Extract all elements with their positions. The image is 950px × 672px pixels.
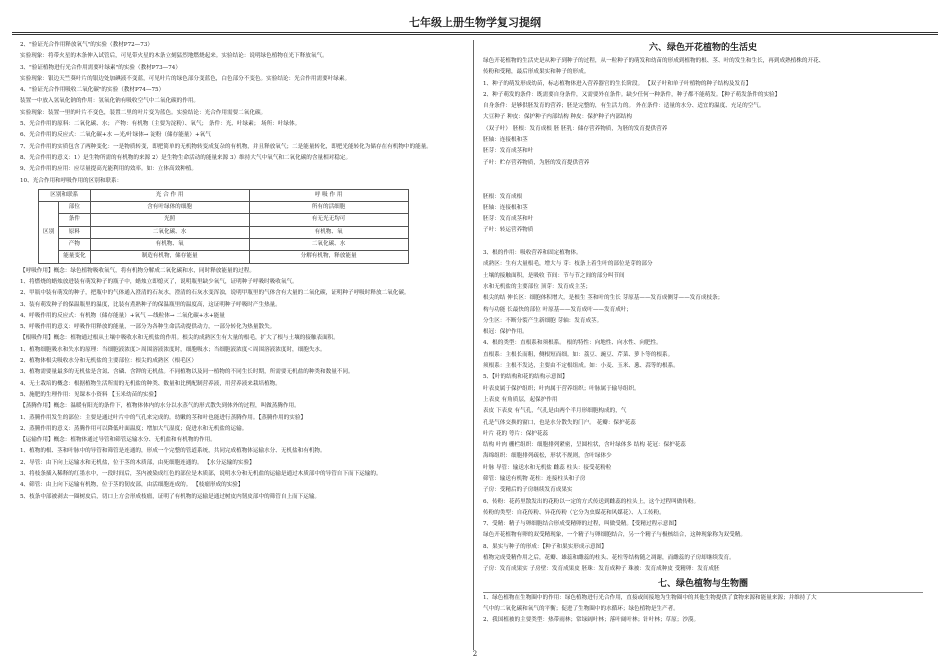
text-line: 4、呼吸作用的反应式：有机物（储存能量）+氧气 —线粒体→ 二氧化碳+水+能量: [20, 312, 225, 319]
text-line: 直根系：主根长而粗，侧根短而细。如：荔豆、豌豆、芹菜、萝卜等的根系。: [483, 351, 674, 358]
text-line: 【运输作用】概念：植物体通过导管和筛管运输水分、无机盐和有机物的作用。: [20, 437, 216, 444]
text-line: 土壤的接触面积，是吸收 节间：节与节之间的部分叫节间: [483, 272, 625, 279]
section-7-title: 七、绿色植物与生物圈: [483, 576, 923, 593]
table-cell: 二氧化碳、水: [249, 239, 408, 251]
text-line: 传粉和受精，最后形成果实和种子的形成。: [483, 69, 590, 76]
text-line: 3、植物需要量最多的无机盐是含氮、含磷、含钾的无机盐。不同植物以及同一植物的不同生长时期，所需要无机盐的种类和数量不同。: [20, 369, 354, 376]
page-number: 2: [472, 650, 478, 658]
table-cell: 原料: [59, 226, 90, 238]
text-line: 胚轴：连接根和茎: [483, 204, 528, 211]
text-line: 【呼吸作用】概念：绿色植物吸收氧气，将有机物分解成二氧化碳和水，同时释放能量的过程。: [20, 267, 255, 274]
text-line: 绿色开花植物有卵的双受精现象，一个精子与卵细胞结合，另一个精子与极核结合，这种现象称为双受精。: [483, 532, 746, 539]
text-line: 5、【叶的结构和花的结构示意图】: [483, 374, 568, 381]
table-row: [39, 226, 409, 238]
text-line: 成熟区：生有大量根毛，增大与 芽：枝条上着生叶的部位是芽的部分: [483, 261, 653, 268]
text-line: 8、果实与种子的形成：【种子和果实形成示意图】: [483, 543, 607, 550]
text-line: 绿色开花植物的生活史是从种子到种子的过程，从一粒种子的萌发和幼苗的形成到植物的根、茎、叶的发生和生长，再到成熟植株的开花、: [483, 58, 825, 64]
text-line: 子房：发育成果实 子房壁：发育成果皮 胚珠：发育成种子 珠被：发育成种皮 受精卵：发育成胚: [483, 566, 720, 573]
text-line: 叶脉 导管：输送水和无机盐 雌蕊 柱头：接受花粉粒: [483, 464, 612, 471]
text-line: 5、光合作用的原料：二氧化碳、水； 产物：有机物（主要为淀粉）、氧气； 条件：光、叶绿素； 场所：叶绿体。: [20, 121, 301, 128]
left-column: [20, 40, 465, 503]
table-cell: 制造有机物，储存能量: [90, 251, 249, 263]
text-line: 5、呼吸作用的意义：呼吸作用释放的能量，一部分为各种生命活动提供动力，一部分转化为热量散失。: [20, 324, 276, 331]
text-line: 子叶：转运营养物质: [483, 227, 534, 234]
right-section-6-lines: [483, 56, 923, 576]
left-top-lines: [20, 40, 465, 187]
text-line: 水和无机盐的主要部位 顶芽：发育成主茎；: [483, 283, 592, 290]
text-line: 1、种子的萌发形成幼苗，标志植物体进入营养器官的生长阶段。 【双子叶和单子叶植物的种子结构及发育】: [483, 80, 752, 87]
text-line: 1、植物细胞吸水和失水的原理：当细胞液浓度＞周围溶液浓度时，细胞吸水；当细胞液浓度＜周围溶液浓度时，细胞失水。: [20, 346, 326, 353]
text-line: 叶表皮属于保护组织；叶肉属于营养组织；叶脉属于输导组织。: [483, 385, 640, 392]
table-row: [39, 251, 409, 263]
table-cell: 所有的活细胞: [249, 202, 408, 214]
table-cell: 有机物、氧: [90, 239, 249, 251]
text-line: 子房：受精后的子房继续发育成果实: [483, 487, 573, 494]
text-line: 10、光合作用和呼吸作用的区别和联系：: [20, 177, 123, 184]
table-group-label: 区别: [39, 202, 59, 263]
page-title: 七年级上册生物学复习提纲: [409, 16, 541, 29]
text-line: 传粉的类型：自花传粉、异花传粉（它分为虫媒花和风媒花）、人工传粉。: [483, 509, 665, 516]
text-line: 胚根：发育成根: [483, 193, 523, 200]
text-line: 植物完成受精作用之后，花瓣、雄蕊和雌蕊的柱头、花柱等结构随之凋谢，而雌蕊的子房却继续发育。: [483, 555, 735, 562]
table-cell: 含有叶绿体的细胞: [90, 202, 249, 214]
table-cell: 有机物、氧: [249, 226, 408, 238]
brace-mark: [0, 348, 1, 364]
table-row: [39, 214, 409, 226]
text-line: 分生区：不断分裂产生新细胞 芽轴：发育成茎。: [483, 317, 603, 324]
text-line: 8、光合作用的意义：1）是生物所需的有机物的来源 2）是生物生命活动的能量来源 3）维持大气中氧气和二氧化碳的含量相对稳定。: [20, 154, 352, 161]
text-line: [483, 169, 923, 180]
title-rule-double: [12, 34, 938, 35]
text-line: 2、导管：由下向上运输水和无机盐，位于茎的木质部，由死细胞连通的。 【水分运输的实验】: [20, 459, 255, 466]
table-cell: 分解有机物，释放能量: [249, 251, 408, 263]
text-line: 表皮 下表皮 有气孔，气孔是由两个半月形细胞构成的，气: [483, 408, 627, 415]
text-line: 7、受精：精子与卵细胞结合形成受精卵的过程，叫做受精。【受精过程示意图】: [483, 521, 680, 528]
text-line: 胚芽：发育成茎和叶: [483, 216, 534, 223]
text-line: 胚芽：发育成茎和叶: [483, 148, 534, 155]
title-rule: [12, 32, 938, 33]
table-cell: 有无光无均可: [249, 214, 408, 226]
text-line: 3、"验证植物进行光合作用需要叶绿素"的实验（教材P73—74）: [20, 64, 181, 71]
left-bottom-lines: [20, 266, 465, 503]
text-line: 【根吸作用】概念：植物通过根从土壤中吸收水和无机盐的作用。根尖的成熟区生有大量的根毛，扩大了根与土壤的接触表面积。: [20, 335, 339, 342]
text-line: 大豆种子 种皮：保护种子内部结构 种皮：保护种子内部结构: [483, 114, 632, 121]
text-line: 4、根的类型：直根系和须根系。 根的特性：向地性、向水性、向肥性。: [483, 340, 662, 347]
text-line: [483, 180, 923, 191]
text-line: 海绵组织：细胞排列疏松，形状不规则，含叶绿体少: [483, 453, 612, 460]
text-line: 7、光合作用的实质包含了两种变化：一是物质转变，即把简单的无机物转变成复杂的有机物，并且释放氧气；二是能量转化，即把光能转化为储存在有机物中的能量。: [20, 143, 432, 150]
table-cell: 能量变化: [59, 251, 90, 263]
text-line: 胚轴：连接根和茎: [483, 137, 528, 144]
text-line: 根冠：保护作用。: [483, 329, 528, 336]
text-line: 实验现象：装置一里的叶片不变色，装置二里的叶片变为蓝色。实验结论：光合作用需要二氧化碳。: [20, 109, 267, 116]
comparison-table: [38, 189, 409, 264]
text-line: [483, 237, 923, 248]
table-header-cell: 光 合 作 用: [90, 189, 249, 201]
text-line: 叶片 花的 萼片：保护花蕊: [483, 430, 549, 437]
text-line: 2、我国植被的主要类型：热带雨林；常绿阔叶林；落叶阔叶林；针叶林；草原；沙漠。: [483, 617, 700, 624]
table-row: [39, 239, 409, 251]
table-cell: 条件: [59, 214, 90, 226]
text-line: 结构 叶肉 栅栏组织：细胞排列紧密，呈圆柱状，含叶绿体多 结构 花冠：保护花蕊: [483, 442, 686, 449]
text-line: 1、植物的根、茎和叶脉中的导管和筛管是连通的，形成一个完整的管道系统，共同完成植物体运输水分、无机盐和有机物。: [20, 448, 326, 455]
text-line: 筛管：输送有机物 花柱：连接柱头和子房: [483, 475, 586, 482]
text-line: （双子叶） 胚根：发育成根 胚 胚乳：储存营养物质，为胚的发育提供营养: [483, 125, 668, 132]
text-line: 4、"验证光合作用吸收二氧化碳"的实验（教材P74—75）: [20, 87, 165, 94]
text-line: 2、种子萌发的条件：既需要自身条件，又需要外在条件。缺少任何一种条件，种子都不能萌发。【种子萌发条件的实验】: [483, 91, 781, 98]
text-line: 5、枝条中部被剥去一圈树皮后，切口上方会形成枝瘤，证明了有机物的运输是通过树皮内韧皮部中的筛管自上而下运输。: [20, 493, 321, 500]
text-line: 自身条件：是够供胚发育的营养；胚是完整的，有生活力的。 外在条件：适量的水分、适宜的温度、充足的空气。: [483, 103, 765, 110]
text-line: 6、光合作用的反应式：二氧化碳+水 —光/叶绿体→ 淀粉（储存能量）+氧气: [20, 132, 211, 139]
text-line: 【蒸腾作用】概念：温暖有阳光的条件下，植物体体内的水分以水蒸气的形式散失到体外的过程，叫做蒸腾作用。: [20, 403, 300, 410]
text-line: 须根系：主根不发达，主要由不定根组成。如：小麦、玉米、葱、蒜等的根系。: [483, 363, 679, 370]
text-line: 装置一中放入氢氧化钠的作用：氢氧化钠有吸收空气中二氧化碳的作用。: [20, 98, 200, 105]
text-line: 5、施肥的生理作用：见课本小资料 【玉米幼苗的实验】: [20, 391, 160, 398]
text-line: 气中的二氧化碳和氧气的平衡；促进了生物圈中的水循环；绿色植物是生产者。: [483, 605, 679, 612]
table-cell: 二氧化碳、水: [90, 226, 249, 238]
text-line: 1、将燃烧的蜡烛放进装有萌发种子的瓶子中，蜡烛立即熄灭了，说明瓶里缺少氧气，证明种子呼吸时吸收氧气。: [20, 278, 298, 285]
text-line: 6、传粉：花药里散发出的花粉以一定的方式传送到雌蕊的柱头上，这个过程叫做传粉。: [483, 498, 700, 505]
table-header-cell: 呼 吸 作 用: [249, 189, 408, 201]
right-section-7-lines: [483, 593, 923, 627]
column-divider: [473, 40, 474, 650]
table-cell: 产物: [59, 239, 90, 251]
table-cell: 光照: [90, 214, 249, 226]
text-line: 孔是气体交换的窗口，也是水分散失的门户。 花瓣：保护花蕊: [483, 419, 636, 426]
text-line: 上表皮 有角质层，起保护作用: [483, 396, 558, 403]
table-cell: 部位: [59, 202, 90, 214]
text-line: 3、根的作用：吸收营养和固定植物体。: [483, 250, 582, 257]
text-line: 构与功能 长最快的部位 叶原基——发育成叶——发育成叶；: [483, 306, 632, 313]
text-line: 实验现象：将带火星的木条伸入试管后，可见带火星的木条立刻猛烈地燃烧起来。实验结论：说明绿色植物在光下释放氧气。: [20, 53, 328, 60]
table-row: [39, 202, 409, 214]
text-line: 9、光合作用的应用：应尽量提高光能利用的效率。如：立体高效种植。: [20, 166, 197, 173]
text-line: 2、蒸腾作用的意义：蒸腾作用可以降低叶面温度；增加大气湿度；促进水和无机盐的运输。: [20, 425, 248, 432]
section-6-title: 六、绿色开花植物的生活史: [648, 43, 757, 53]
text-line: 1、绿色植物在生物圈中的作用：绿色植物进行光合作用，直接或间接地为生物圈中的其他生物提供了食物来源和能量来源；并维持了大: [483, 594, 817, 601]
table-header-cell: 区别和联系: [39, 189, 91, 201]
right-column: [483, 40, 923, 627]
text-line: 4、无土栽培的概念：根据植物生活所需的无机盐的种类、数量和比例配制营养液，用营养液来栽培植物。: [20, 380, 281, 387]
text-line: 2、甲瓶中装有萌发的种子，把瓶中的气体通入澄清的石灰水，澄清的石灰水变浑浊，说明甲瓶里的气体含有大量的二氧化碳，证明种子呼吸时释放二氧化碳。: [20, 290, 410, 297]
table-header-row: [39, 189, 409, 201]
text-line: 3、将枝条插入稀释的红墨水中，一段时间后，茎内被染成红色的部位是木质部，说明水分和无机盐的运输是通过木质部中的导管自下而下运输的。: [20, 470, 382, 477]
text-line: 实验现象：银边天竺葵叶片的银边处加碘液不变蓝，可见叶片的绿色部分变蓝色，白色部分不变色。实验结论：光合作用需要叶绿素。: [20, 75, 351, 82]
text-line: 4、筛管：由上向下运输有机物，位于茎的韧皮部，由活细胞连成的。 【枝瘤形成的实验】: [20, 482, 244, 489]
text-line: 子叶：贮存营养物质，为胚的发育提供营养: [483, 159, 590, 166]
text-line: 1、蒸腾作用发生的部位：主要是通过叶片中的气孔来完成的。幼嫩的茎和叶也能进行蒸腾作用。【蒸腾作用的实验】: [20, 414, 307, 421]
text-line: 3、装有萌发种子的保温瓶里的温度，比装有煮熟种子的保温瓶里的温度高，这证明种子呼吸时产生热量。: [20, 301, 281, 308]
text-line: 2、植物体根尖吸收水分和无机盐的主要部位：根尖的成熟区（根毛区）: [20, 358, 197, 365]
text-line: 2、"验证光合作用释放氧气"的实验（教材P72—73）: [20, 42, 153, 48]
text-line: 根尖的结 伸长区：细胞体积增大，是根生 茎和叶的生长 芽原基——发育成侧芽——发育成枝条；: [483, 295, 724, 302]
